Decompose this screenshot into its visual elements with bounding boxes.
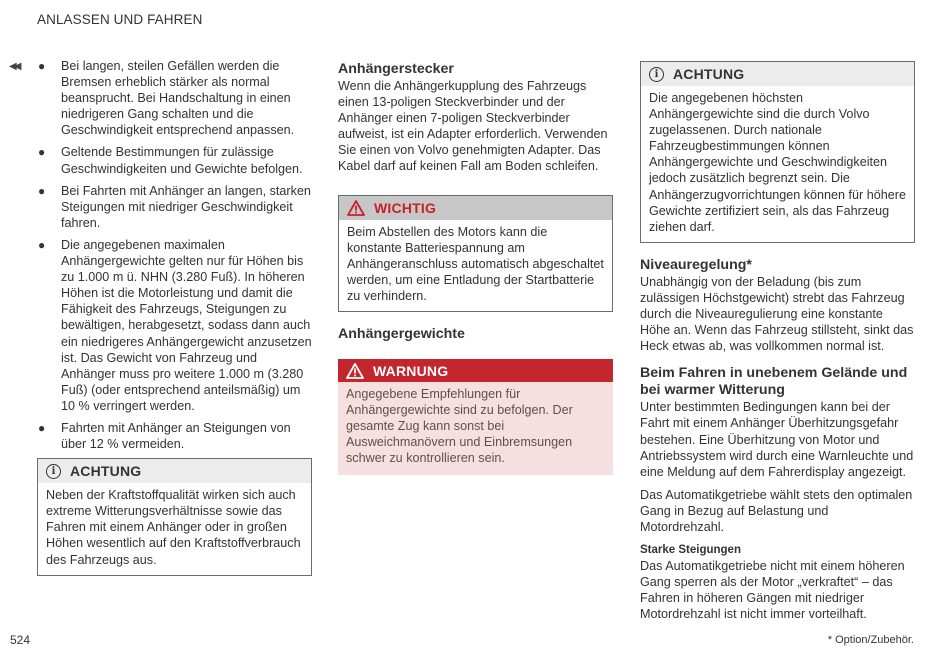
info-icon: i <box>46 464 61 479</box>
list-item-text: Bei langen, steilen Gefällen werden die Bremsen erheblich stärker als normal beansprucht. Bei Handschaltung in einen niedrigeren Gang schalten und die Geschwindigkeit entsprechend anpassen. <box>61 59 295 138</box>
notice-header <box>641 62 914 86</box>
list-item-text: Die angegebenen maximalen Anhängergewichte gelten nur für Höhen bis zu 1.000 m ü. NHN (3.280 Fuß). In höheren Höhen ist die Motorleistung und damit die Fähigkeit des Fahrzeugs, Steigungen zu bewältigen, herabgesetzt, sodass dann auch ein niedrigeres Anhängergewicht anzusetzen ist. Das Gewicht von Fahrzeug und Anhänger muss pro weitere 1.000 m (3.280 Fuß) (oder entsprechend anteilsmäßig) um 10 % verringert werden. <box>61 237 312 413</box>
notice-body <box>641 86 914 242</box>
paragraph: Das Automatikgetriebe nicht mit einem höheren Gang sperren als der Motor „verkraftet“ – das Fahren in höheren Gängen mit niedriger Motordrehzahl ist nicht immer vorteilhaft. <box>640 559 905 622</box>
achtung-notice <box>640 61 915 243</box>
section-header: ANLASSEN UND FAHREN <box>37 12 203 27</box>
notice-title: WICHTIG <box>374 199 437 216</box>
notice-text: Neben der Kraftstoffqualität wirken sich auch extreme Witterungsverhältnisse sowie das Fahren mit einem Anhänger oder in großen Höhen wesentlich auf den Kraftstoffverbrauch des Fahrzeugs aus. <box>46 488 301 567</box>
bullet-icon: ● <box>38 59 46 73</box>
double-chevron-left-icon[interactable]: ◀◀ <box>9 61 19 72</box>
warning-triangle-icon <box>347 200 365 216</box>
info-icon: i <box>649 67 664 82</box>
notice-title: WARNUNG <box>373 362 449 379</box>
notice-text: Beim Abstellen des Motors kann die konstante Batteriespannung am Anhängeranschluss automatisch abgeschaltet werden, um eine Entladung der Startbatterie zu verhindern. <box>347 224 604 303</box>
bullet-icon: ● <box>38 145 46 160</box>
list-item <box>37 144 312 176</box>
bullet-icon: ● <box>38 420 46 435</box>
column-3 <box>640 61 915 622</box>
paragraph: Unabhängig von der Beladung (bis zum zulässigen Höchstgewicht) strebt das Fahrzeug durch die Niveauregulierung eine konstante Höhe an. Wenn das Fahrzeug stillsteht, sinkt das Heck etwas ab, was vollkommen normal ist. <box>640 274 914 354</box>
section-title-gelaende: Beim Fahren in unebenem Gelände und bei warmer Witterung <box>640 365 908 399</box>
column-1 <box>37 58 312 576</box>
notice-body <box>338 382 613 474</box>
bullet-icon: ● <box>38 237 46 252</box>
paragraph: Wenn die Anhängerkupplung des Fahrzeugs einen 13-poligen Steckverbinder und der Anhänger einen 7-poligen Steckverbinder aufweist, ist ein Adapter erforderlich. Verwenden Sie einen von Volvo genehmigten Adapter. Das Kabel darf auf keinen Fall am Boden schleifen. <box>338 79 608 174</box>
section-title-anhaengerstecker: Anhängerstecker <box>338 61 454 77</box>
footnote: * Option/Zubehör. <box>827 634 914 646</box>
notice-title: ACHTUNG <box>673 66 745 82</box>
warning-triangle-icon <box>346 363 364 379</box>
paragraph: Das Automatikgetriebe wählt stets den optimalen Gang in Bezug auf Belastung und Motordrehzahl. <box>640 487 913 534</box>
notice-text: Angegebene Empfehlungen für Anhängergewichte sind zu befolgen. Der gesamte Zug kann sonst bei Ausweichmanövern und Einbremsungen schwer zu kontrollieren sein. <box>346 387 573 466</box>
list-item-text: Fahrten mit Anhänger an Steigungen von über 12 % vermeiden. <box>61 420 291 452</box>
subsection-title-starke-steigungen: Starke Steigungen <box>640 544 741 557</box>
notice-header <box>338 359 613 382</box>
notice-title: ACHTUNG <box>70 463 142 480</box>
notice-text: Die angegebenen höchsten Anhängergewichte sind die durch Volvo zugelassenen. Durch nationale Fahrzeugbestimmungen können Anhängergewichte und Geschwindigkeiten jedoch zusätzlich begrenzt sein. Die Anhängerzugvorrichtungen können für höhere Gewichte zertifiziert sein, als das Fahrzeug ziehen darf. <box>649 91 906 234</box>
list-item-text: Bei Fahrten mit Anhänger an langen, starken Steigungen mit niedriger Geschwindigkeit fahren. <box>61 183 311 230</box>
page-number: 524 <box>10 633 31 647</box>
column-2 <box>338 61 613 475</box>
warnung-notice <box>338 359 613 474</box>
bullet-icon: ● <box>38 183 46 198</box>
notice-body <box>339 220 612 311</box>
list-item <box>37 420 312 452</box>
paragraph: Unter bestimmten Bedingungen kann bei der Fahrt mit einem Anhänger Überhitzungsgefahr bestehen. Eine Überhitzung von Motor und Antriebssystem wird durch eine Warnleuchte und eine Meldung auf dem Fahrerdisplay angezeigt. <box>640 400 914 479</box>
notice-header <box>339 196 612 220</box>
notice-header <box>38 459 311 483</box>
section-title-niveauregelung: Niveauregelung* <box>640 256 752 273</box>
achtung-notice <box>37 458 312 575</box>
list-item <box>37 237 312 414</box>
bullet-list <box>37 58 312 452</box>
list-item <box>37 58 312 138</box>
notice-body <box>38 483 311 574</box>
list-item-text: Geltende Bestimmungen für zulässige Geschwindigkeiten und Gewichte befolgen. <box>61 145 303 176</box>
list-item <box>37 183 312 231</box>
wichtig-notice <box>338 195 613 312</box>
section-title-anhaengergewichte: Anhängergewichte <box>338 326 465 343</box>
